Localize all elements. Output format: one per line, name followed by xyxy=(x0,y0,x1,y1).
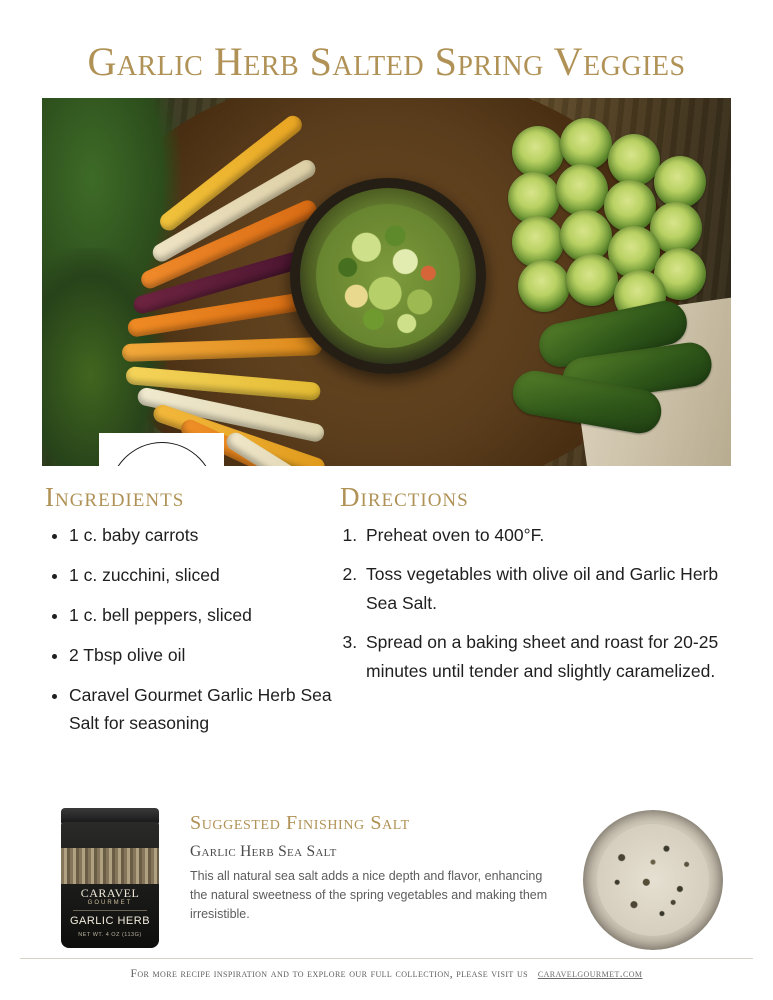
zucchini-slice xyxy=(512,126,564,178)
page-title: Garlic Herb Salted Spring Veggies xyxy=(87,39,686,84)
zucchini-slice xyxy=(518,260,570,312)
promo-product-name: Garlic Herb Sea Salt xyxy=(190,843,337,860)
zucchini-slice xyxy=(556,164,608,216)
website-link[interactable]: caravelgourmet.com xyxy=(537,968,643,980)
promo-description: This all natural sea salt adds a nice depth and flavor, enhancing the natural sweetness of the spring vegetables and making them irresistible. xyxy=(190,869,548,921)
list-item: 1. Preheat oven to 400°F. xyxy=(362,521,730,550)
zucchini-slice xyxy=(608,134,660,186)
jar-net-weight: NET WT. 4 OZ (113G) xyxy=(78,932,142,938)
list-item: • Caravel Gourmet Garlic Herb Sea Salt for seasoning xyxy=(69,681,345,739)
directions-list xyxy=(340,521,730,685)
ingredients-section xyxy=(45,482,345,749)
zucchini-slice xyxy=(604,180,656,232)
footer-text: For more recipe inspiration and to explore our full collection, please visit us xyxy=(130,968,528,980)
hero-artwork xyxy=(42,98,731,466)
list-item: 3. Spread on a baking sheet and roast for 20-25 minutes until tender and slightly caramelized. xyxy=(362,628,730,686)
zucchini-slice xyxy=(566,254,618,306)
salt-grains xyxy=(597,824,709,936)
zucchini-slice xyxy=(560,118,612,170)
product-jar-image xyxy=(55,808,165,948)
salt-dish-image xyxy=(583,810,723,950)
zucchini-slice xyxy=(654,156,706,208)
ingredients-list xyxy=(45,521,345,738)
footer xyxy=(0,968,773,980)
list-item: • 2 Tbsp olive oil xyxy=(69,641,345,670)
logo-circle xyxy=(108,442,216,466)
list-item: 2. Toss vegetables with olive oil and Garlic Herb Sea Salt. xyxy=(362,560,730,618)
ingredients-heading: Ingredients xyxy=(45,482,185,512)
hero-image xyxy=(42,98,731,466)
jar-flavor: GARLIC HERB xyxy=(69,915,151,927)
jar-brand-sub: GOURMET xyxy=(87,900,133,906)
finishing-salt-promo xyxy=(190,812,565,923)
jar-body xyxy=(61,822,159,948)
list-item: • 1 c. baby carrots xyxy=(69,521,345,550)
jar-salt-window xyxy=(61,848,159,884)
bowl-contents xyxy=(316,204,460,348)
promo-heading: Suggested Finishing Salt xyxy=(190,812,410,834)
brand-logo xyxy=(99,433,224,466)
list-item: • 1 c. bell peppers, sliced xyxy=(69,601,345,630)
directions-heading: Directions xyxy=(340,482,469,512)
list-item: • 1 c. zucchini, sliced xyxy=(69,561,345,590)
jar-brand: CARAVEL xyxy=(80,886,140,900)
directions-section xyxy=(340,482,730,695)
jar-divider xyxy=(73,910,147,911)
footer-divider xyxy=(20,958,753,959)
center-bowl xyxy=(290,178,486,374)
